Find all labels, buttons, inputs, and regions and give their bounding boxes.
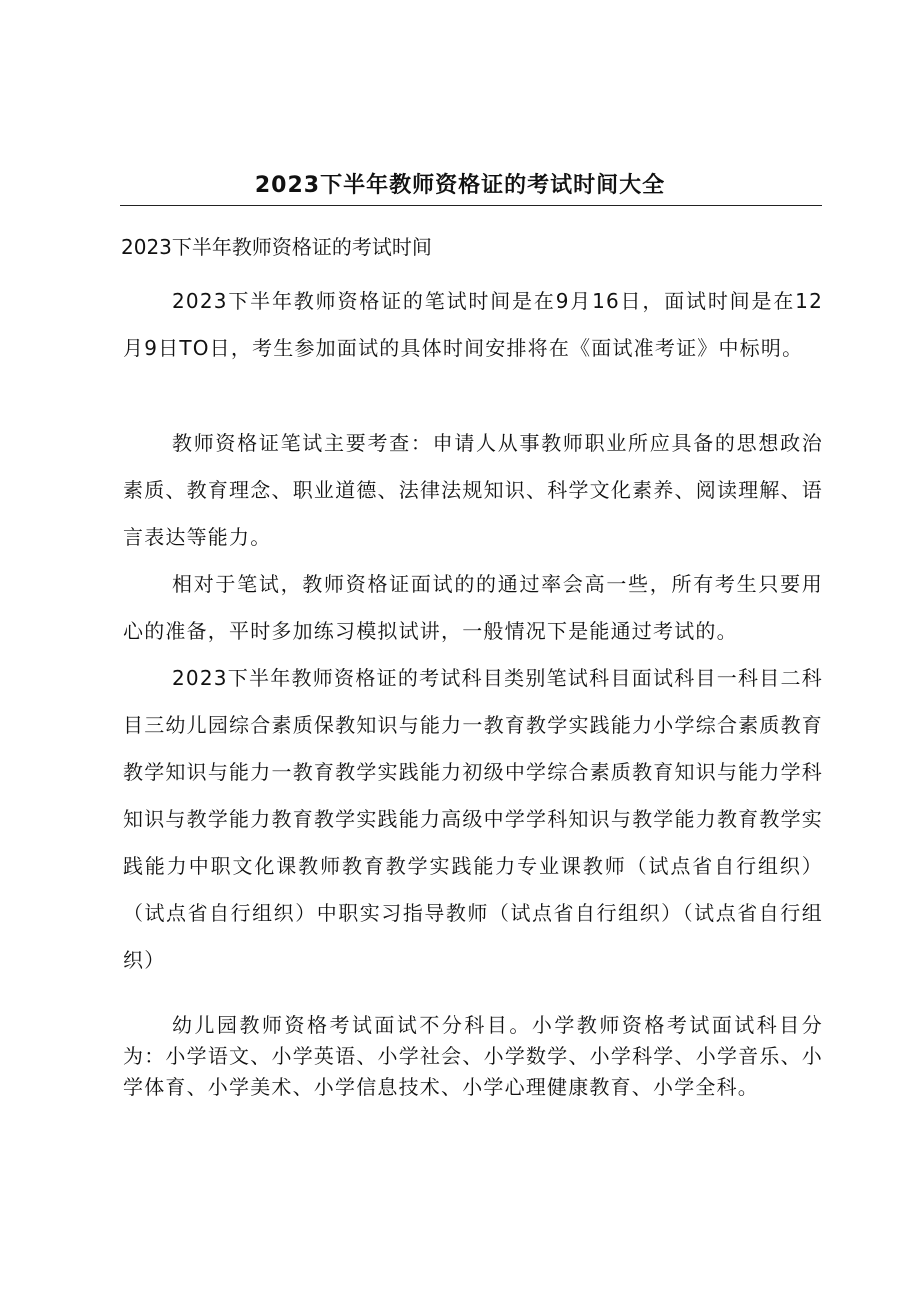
paragraph-written-exam-content: 教师资格证笔试主要考查：申请人从事教师职业所应具备的思想政治素质、教育理念、职业道德、法律法规知识、科学文化素养、阅读理解、语言表达等能力。	[123, 431, 823, 549]
paragraph-interview-pass-rate: 相对于笔试，教师资格证面试的的通过率会高一些，所有考生只要用心的准备，平时多加练习模拟试讲，一般情况下是能通过考试的。	[123, 572, 823, 643]
title-underline	[120, 205, 822, 206]
document-title: 2023下半年教师资格证的考试时间大全	[254, 173, 666, 198]
paragraph-exam-subjects: 2023下半年教师资格证的考试科目类别笔试科目面试科目一科目二科目三幼儿园综合素质保教知识与能力一教育教学实践能力小学综合素质教育教学知识与能力一教育教学实践能力初级中学综合素质教育知识与能力学科知识与教学能力教育教学实践能力高级中学学科知识与教学能力教育教学实践能力中职文化课教师教育教学实践能力专业课教师（试点省自行组织）（试点省自行组织）中职实习指导教师（试点省自行组织）（试点省自行组织）	[123, 666, 823, 972]
section-heading: 2023下半年教师资格证的考试时间	[121, 235, 432, 259]
paragraph-interview-subjects: 幼儿园教师资格考试面试不分科目。小学教师资格考试面试科目分为：小学语文、小学英语、小学社会、小学数学、小学科学、小学音乐、小学体育、小学美术、小学信息技术、小学心理健康教育、小学全科。	[123, 1013, 823, 1099]
paragraph-exam-dates: 2023下半年教师资格证的笔试时间是在9月16日，面试时间是在12月9日TO日，考生参加面试的具体时间安排将在《面试准考证》中标明。	[123, 289, 823, 360]
